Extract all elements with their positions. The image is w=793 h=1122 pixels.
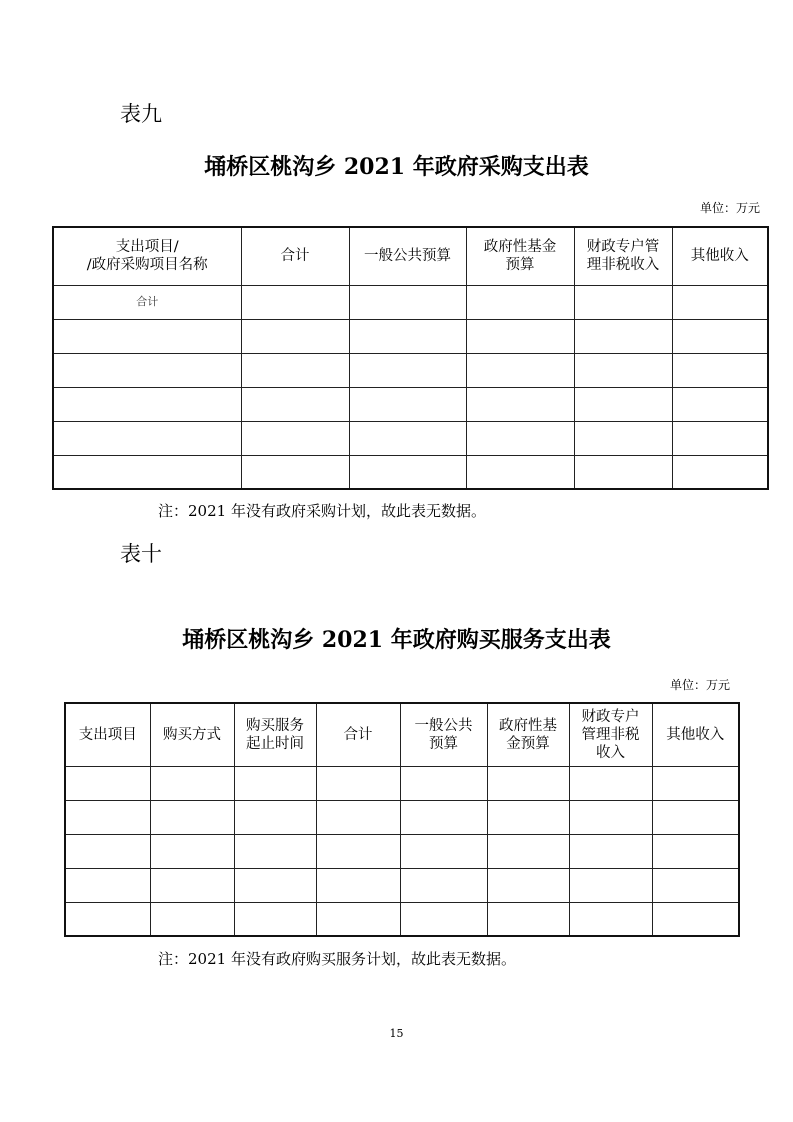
table-cell xyxy=(400,902,487,936)
table-cell: 合计 xyxy=(53,285,241,319)
table-row xyxy=(65,800,739,834)
table-cell xyxy=(652,902,739,936)
table-cell xyxy=(652,868,739,902)
table-cell xyxy=(349,319,466,353)
table-cell xyxy=(65,800,150,834)
table-cell xyxy=(234,800,316,834)
table-cell xyxy=(349,421,466,455)
table-cell xyxy=(487,834,569,868)
table10-title: 埇桥区桃沟乡 2021 年政府购买服务支出表 xyxy=(182,627,611,653)
table-cell xyxy=(400,834,487,868)
table-cell xyxy=(241,387,349,421)
table-cell xyxy=(466,285,574,319)
table-cell xyxy=(53,455,241,489)
table-cell xyxy=(652,800,739,834)
table9-header-row xyxy=(53,227,768,285)
table-cell xyxy=(466,387,574,421)
table-cell xyxy=(150,834,234,868)
table9-label: 表九 xyxy=(120,102,162,126)
table-cell xyxy=(400,868,487,902)
table-row xyxy=(65,834,739,868)
table-cell xyxy=(349,285,466,319)
table-cell xyxy=(672,455,768,489)
service-purchase-table xyxy=(64,702,740,937)
table-row xyxy=(53,353,768,387)
table9-title: 埇桥区桃沟乡 2021 年政府采购支出表 xyxy=(204,154,589,180)
table10-unit: 单位：万元 xyxy=(669,678,730,692)
table-cell xyxy=(65,766,150,800)
table-cell xyxy=(234,834,316,868)
table-cell xyxy=(316,800,400,834)
table-cell xyxy=(574,285,672,319)
table-cell xyxy=(241,353,349,387)
table-cell xyxy=(574,319,672,353)
table-row xyxy=(53,455,768,489)
table-cell xyxy=(569,902,652,936)
table-cell xyxy=(65,868,150,902)
table-cell xyxy=(569,800,652,834)
table9-header-cell: 合计 xyxy=(241,227,349,285)
table10-header-row xyxy=(65,703,739,766)
table-cell xyxy=(241,421,349,455)
table-cell xyxy=(574,421,672,455)
table-cell xyxy=(65,902,150,936)
table-cell xyxy=(65,834,150,868)
table10-header-cell: 其他收入 xyxy=(652,703,739,766)
table-cell xyxy=(241,285,349,319)
table-cell xyxy=(487,766,569,800)
table9-note: 注：2021 年没有政府采购计划，故此表无数据。 xyxy=(158,502,486,520)
table-cell xyxy=(150,868,234,902)
table-row xyxy=(65,868,739,902)
procurement-table xyxy=(52,226,769,490)
table-cell xyxy=(466,353,574,387)
table-cell xyxy=(234,766,316,800)
table-cell xyxy=(316,834,400,868)
table-cell xyxy=(487,800,569,834)
table-cell xyxy=(487,902,569,936)
table9-unit: 单位：万元 xyxy=(699,201,760,215)
table-cell xyxy=(569,834,652,868)
table-cell xyxy=(672,387,768,421)
table-cell xyxy=(466,421,574,455)
table9-header-cell: 一般公共预算 xyxy=(349,227,466,285)
table-cell xyxy=(574,353,672,387)
table-cell xyxy=(672,319,768,353)
table-cell xyxy=(150,766,234,800)
table-cell xyxy=(487,868,569,902)
table10-header-cell: 财政专户 管理非税 收入 xyxy=(569,703,652,766)
table-cell xyxy=(349,455,466,489)
table-cell xyxy=(53,387,241,421)
table-row xyxy=(53,285,768,319)
table-row xyxy=(53,319,768,353)
table-cell xyxy=(150,800,234,834)
table9-header-cell: 财政专户管 理非税收入 xyxy=(574,227,672,285)
table-cell xyxy=(652,766,739,800)
table-cell xyxy=(316,868,400,902)
table-cell xyxy=(349,387,466,421)
page-number: 15 xyxy=(389,1027,404,1040)
table-cell xyxy=(569,868,652,902)
table-row xyxy=(53,421,768,455)
table-cell xyxy=(574,387,672,421)
table-cell xyxy=(316,902,400,936)
table-cell xyxy=(672,421,768,455)
table10-label: 表十 xyxy=(120,542,162,566)
table-cell xyxy=(234,868,316,902)
table10-note: 注：2021 年没有政府购买服务计划，故此表无数据。 xyxy=(158,950,516,968)
table-cell xyxy=(150,902,234,936)
table-cell xyxy=(574,455,672,489)
table10-header-cell: 支出项目 xyxy=(65,703,150,766)
table-row xyxy=(53,387,768,421)
table10-header-cell: 政府性基 金预算 xyxy=(487,703,569,766)
table10-header-cell: 合计 xyxy=(316,703,400,766)
table9-header-cell: 其他收入 xyxy=(672,227,768,285)
table9-header-cell: 政府性基金 预算 xyxy=(466,227,574,285)
table-row xyxy=(65,902,739,936)
table-cell xyxy=(241,455,349,489)
table10-header-cell: 购买服务 起止时间 xyxy=(234,703,316,766)
table-cell xyxy=(349,353,466,387)
table-cell xyxy=(672,353,768,387)
table-cell xyxy=(672,285,768,319)
table-cell xyxy=(466,455,574,489)
table-cell xyxy=(53,421,241,455)
table-cell xyxy=(53,319,241,353)
table10-header-cell: 一般公共 预算 xyxy=(400,703,487,766)
table10-header-cell: 购买方式 xyxy=(150,703,234,766)
table-cell xyxy=(652,834,739,868)
table9-header-cell: 支出项目/ /政府采购项目名称 xyxy=(53,227,241,285)
table-cell xyxy=(241,319,349,353)
table-cell xyxy=(400,800,487,834)
table-cell xyxy=(400,766,487,800)
table-cell xyxy=(234,902,316,936)
table-cell xyxy=(466,319,574,353)
table-cell xyxy=(316,766,400,800)
table-row xyxy=(65,766,739,800)
table-cell xyxy=(53,353,241,387)
table-cell xyxy=(569,766,652,800)
